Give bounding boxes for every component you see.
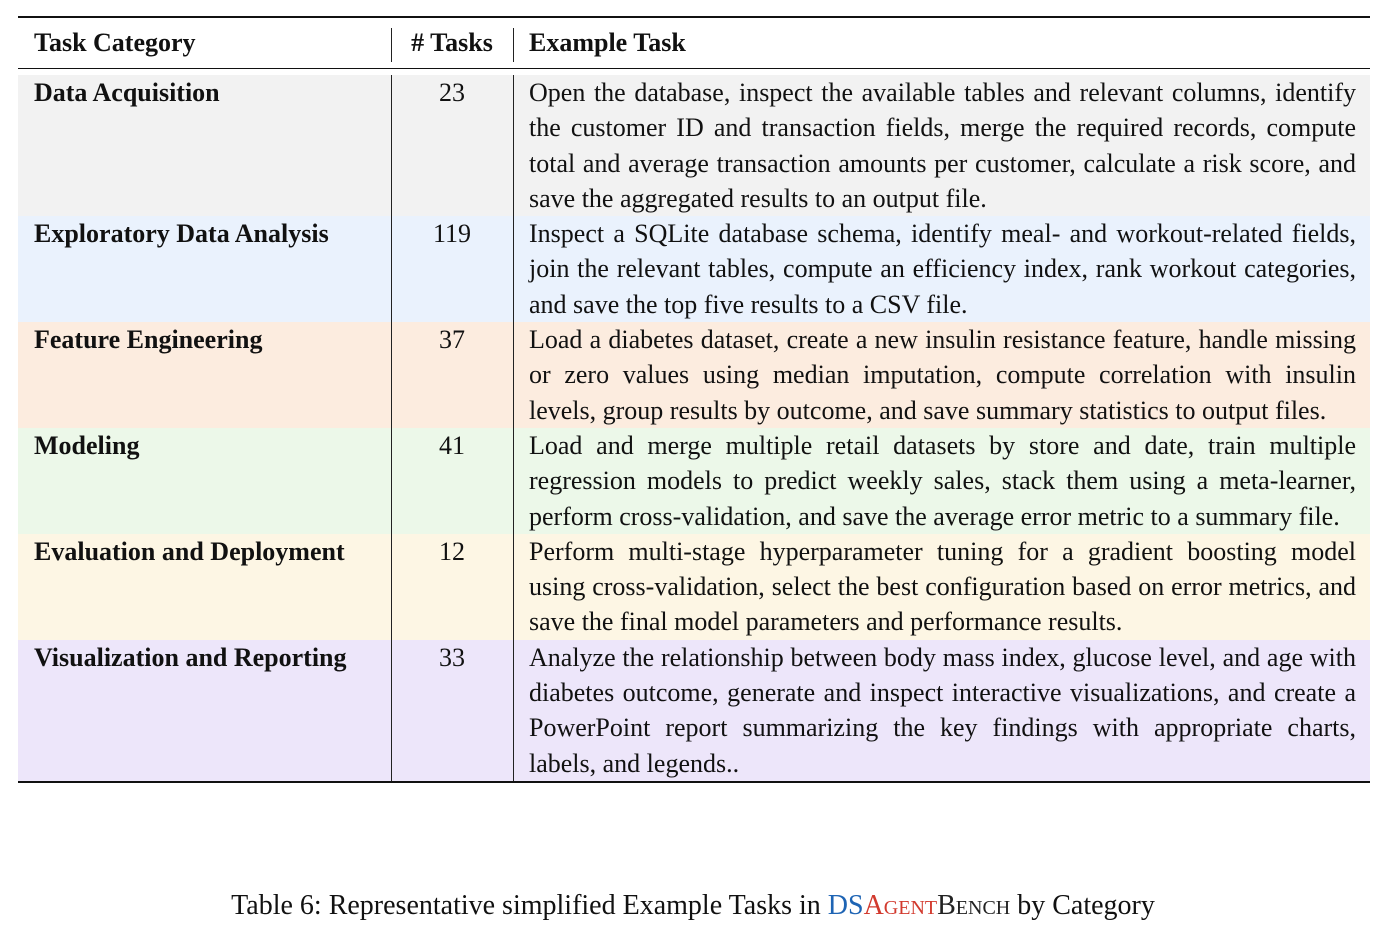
table-row	[18, 216, 1370, 322]
row-task-count: 12	[439, 536, 465, 566]
table-header-row	[18, 18, 1370, 68]
caption-prefix: Table 6: Representative simplified Example Tasks in	[231, 890, 828, 921]
column-divider	[513, 322, 514, 428]
row-task-count: 33	[439, 642, 465, 672]
row-example-task: Load and merge multiple retail datasets by store and date, train multiple regression models to predict weekly sales, stack them using a meta-learner, perform cross-validation, and save the average error metric to a summary file.	[529, 430, 1356, 531]
column-divider	[391, 534, 392, 640]
table-row	[18, 322, 1370, 428]
column-divider	[513, 216, 514, 322]
column-divider	[391, 428, 392, 534]
column-divider	[513, 640, 514, 781]
row-category: Visualization and Reporting	[34, 642, 347, 672]
row-example-task: Load a diabetes dataset, create a new insulin resistance feature, handle missing or zero values using median imputation, compute correlation with insulin levels, group results by outcome, and save summary statistics to output files.	[529, 325, 1356, 425]
column-divider	[513, 428, 514, 534]
column-divider	[513, 28, 514, 62]
table-bottom-rule	[18, 781, 1370, 783]
header-example-task: Example Task	[529, 28, 686, 57]
row-category: Feature Engineering	[34, 325, 263, 355]
benchmark-name	[828, 890, 1010, 921]
row-example-task: Open the database, inspect the available tables and relevant columns, identify the customer ID and transaction fields, merge the required records, compute total and average transaction amounts per customer, calculate a risk score, and save the aggregated results to an output file.	[529, 78, 1356, 213]
table-row	[18, 640, 1370, 781]
row-task-count: 119	[432, 219, 472, 249]
row-task-count: 41	[439, 430, 465, 460]
row-example-task: Perform multi-stage hyperparameter tuning for a gradient boosting model using cross-validation, select the best configuration based on error metrics, and save the final model parameters and performance results.	[529, 536, 1356, 637]
column-divider	[391, 75, 392, 216]
column-divider	[391, 216, 392, 322]
column-divider	[513, 534, 514, 640]
column-divider	[391, 322, 392, 428]
benchmark-name-ds: DS	[827, 890, 864, 921]
table-row	[18, 428, 1370, 534]
table-row	[18, 75, 1370, 216]
row-category: Exploratory Data Analysis	[34, 219, 329, 249]
table-row	[18, 534, 1370, 640]
table-caption	[0, 886, 1386, 926]
column-divider	[391, 640, 392, 781]
header-task-count: # Tasks	[411, 28, 493, 57]
column-divider	[391, 28, 392, 62]
row-example-task: Inspect a SQLite database schema, identify meal- and workout-related fields, join the relevant tables, compute an efficiency index, rank workout categories, and save the top five results to a CSV file.	[529, 219, 1356, 319]
column-divider	[513, 75, 514, 216]
table-body	[18, 69, 1370, 781]
row-category: Evaluation and Deployment	[34, 536, 345, 566]
task-category-table	[18, 16, 1370, 783]
row-task-count: 37	[439, 325, 465, 355]
benchmark-name-bench: Bench	[937, 890, 1011, 921]
row-category: Data Acquisition	[34, 78, 220, 107]
header-task-category: Task Category	[34, 28, 196, 57]
caption-suffix: by Category	[1010, 890, 1155, 921]
benchmark-name-agent: Agent	[863, 890, 938, 921]
row-task-count: 23	[439, 78, 465, 107]
row-example-task: Analyze the relationship between body mass index, glucose level, and age with diabetes outcome, generate and inspect interactive visualizations, and create a PowerPoint report summarizing the key findings with appropriate charts, labels, and legends..	[529, 642, 1356, 778]
row-category: Modeling	[34, 430, 140, 460]
